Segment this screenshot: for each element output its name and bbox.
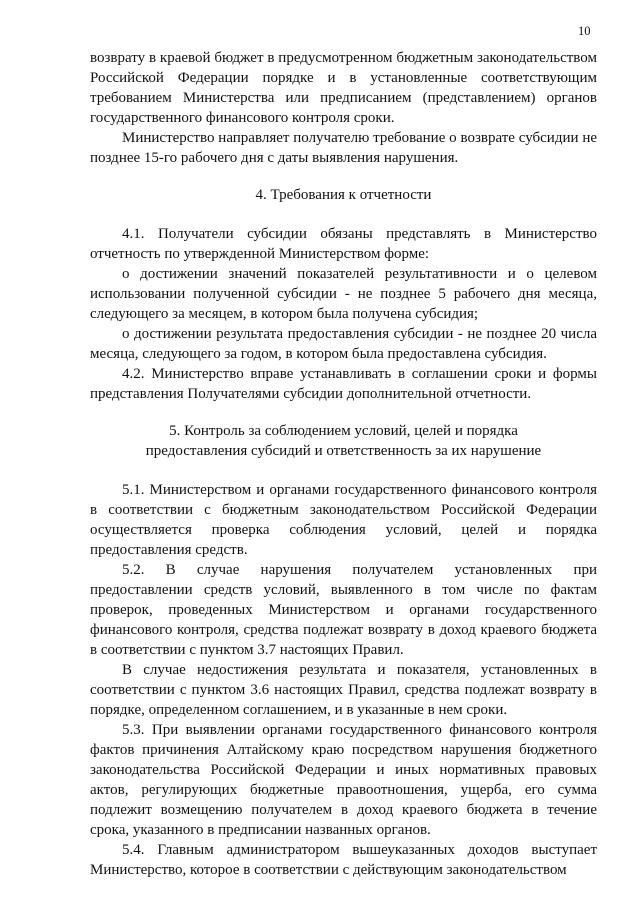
paragraph-ministry-demand: Министерство направляет получателю требование о возврате субсидии не позднее 15-го рабочего дня с даты выявления нарушения.	[90, 130, 597, 166]
paragraph-return-to-budget: возврату в краевой бюджет в предусмотренном бюджетным законодательством Российской Федерации порядке и в установленные соответствующим требованием Министерства или предписанием (представлением) органов государственного финансового контроля сроки.	[90, 50, 597, 126]
paragraph-4-2: 4.2. Министерство вправе устанавливать в соглашении сроки и формы представления Получателями субсидии дополнительной отчетности.	[90, 366, 597, 402]
section-5-heading-line-1: 5. Контроль за соблюдением условий, целей и порядка	[169, 423, 518, 439]
paragraph-4-1-item-indicators: о достижении значений показателей результативности и о целевом использовании полученной субсидии - не позднее 5 рабочего дня месяца, следующего за месяцем, в котором была получена субсидия;	[90, 266, 597, 322]
section-4-heading: 4. Требования к отчетности	[255, 187, 432, 203]
paragraph-5-1: 5.1. Министерством и органами государственного финансового контроля в соответствии с бюджетным законодательством Российской Федерации осуществляется проверка соблюдения условий, целей и порядка предоставления средств.	[90, 482, 597, 558]
paragraph-5-3: 5.3. При выявлении органами государственного финансового контроля фактов причинения Алтайскому краю посредством нарушения бюджетного законодательства Российской Федерации и иных нормативных правовых актов, регулирующих бюджетные правоотношения, ущерба, его сумма подлежит возмещению получателем в доход краевого бюджета в течение срока, указанного в предписании названных органов.	[90, 722, 597, 838]
paragraph-4-1-item-result: о достижении результата предоставления субсидии - не позднее 20 числа месяца, следующего за годом, в котором была предоставлена субсидия.	[90, 326, 597, 362]
paragraph-5-4: 5.4. Главным администратором вышеуказанных доходов выступает Министерство, которое в соответствии с действующим законодательством	[90, 842, 597, 878]
document-body	[90, 48, 597, 880]
paragraph-4-1: 4.1. Получатели субсидии обязаны представлять в Министерство отчетность по утвержденной Министерством форме:	[90, 226, 597, 262]
page-number: 10	[578, 24, 591, 38]
paragraph-5-2: 5.2. В случае нарушения получателем установленных при предоставлении средств условий, выявленного в том числе по фактам проверок, проведенных Министерством и органами государственного финансового контроля, средства подлежат возврату в доход краевого бюджета в соответствии с пунктом 3.7 настоящих Правил.	[90, 562, 597, 658]
section-5-heading-line-2: предоставления субсидий и ответственность за их нарушение	[145, 443, 542, 459]
paragraph-5-2-continued: В случае недостижения результата и показателя, установленных в соответствии с пунктом 3.6 настоящих Правил, средства подлежат возврату в порядке, определенном соглашением, и в указанные в нем сроки.	[90, 662, 597, 718]
section-5-heading	[90, 421, 597, 461]
